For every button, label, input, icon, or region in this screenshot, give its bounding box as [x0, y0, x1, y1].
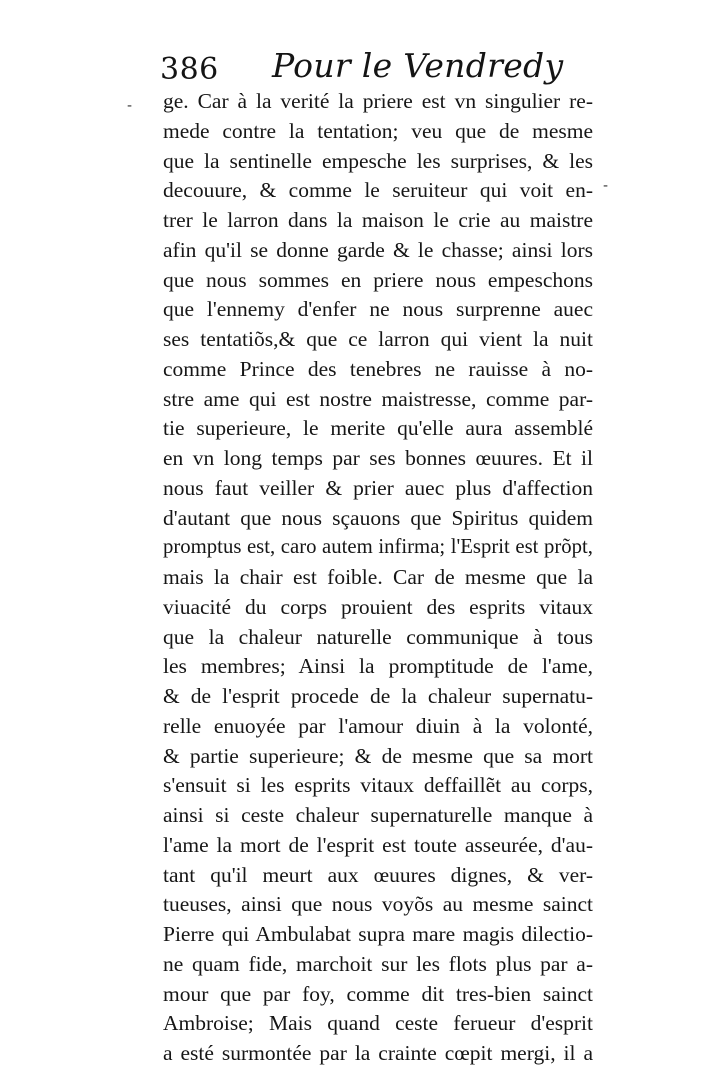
- text-line: ses tentatiõs,& que ce larron qui vient la nuit: [163, 327, 593, 351]
- text-line: en vn long temps par ses bonnes œuures. Et il: [163, 446, 593, 470]
- text-line: d'autant que nous sçauons que Spiritus quidem: [163, 505, 593, 530]
- text-line: l'ame la mort de l'esprit est toute asseurée, d'au-: [163, 832, 593, 857]
- text-line: ainsi si ceste chaleur supernaturelle manque à: [163, 803, 593, 827]
- running-title: Pour le Vendredy: [272, 46, 564, 85]
- text-line: & de l'esprit procede de la chaleur supernatu-: [163, 684, 593, 708]
- text-line: viuacité du corps prouient des esprits vitaux: [163, 594, 593, 619]
- text-line: tueuses, ainsi que nous voyõs au mesme sainct: [163, 892, 593, 917]
- text-line: s'ensuit si les esprits vitaux deffaillẽt au corps,: [163, 773, 593, 798]
- text-line: mais la chair est foible. Car de mesme que la: [163, 565, 593, 589]
- text-line: & partie superieure; & de mesme que sa mort: [163, 743, 593, 768]
- text-line: afin qu'il se donne garde & le chasse; ainsi lors: [163, 237, 593, 262]
- text-line: trer le larron dans la maison le crie au maistre: [163, 208, 593, 232]
- text-line: decouure, & comme le seruiteur qui voit en-: [163, 178, 593, 203]
- text-line: promptus est, caro autem infirma; l'Esprit est prõpt,: [163, 536, 593, 559]
- text-line: que l'ennemy d'enfer ne nous surprenne auec: [163, 297, 593, 322]
- text-line: mede contre la tentation; veu que de mesme: [163, 118, 593, 143]
- page-number: 386: [160, 52, 219, 87]
- text-line: que nous sommes en priere nous empeschons: [163, 267, 593, 292]
- text-line: a esté surmontée par la crainte cœpit mergi, il a: [163, 1041, 593, 1065]
- text-line: ne quam fide, marchoit sur les flots plus par a-: [163, 951, 593, 976]
- text-line: relle enuoyée par l'amour diuin à la volonté,: [163, 713, 593, 738]
- text-line: que la chaleur naturelle communique à tous: [163, 624, 593, 649]
- text-line: tant qu'il meurt aux œuures dignes, & ver-: [163, 862, 593, 887]
- text-line: nous faut veiller & prier auec plus d'affection: [163, 475, 593, 500]
- text-line: comme Prince des tenebres ne rauisse à no-: [163, 356, 593, 381]
- text-line: Ambroise; Mais quand ceste ferueur d'esprit: [163, 1011, 593, 1036]
- text-line: mour que par foy, comme dit tres-bien sainct: [163, 981, 593, 1006]
- text-line: tie superieure, le merite qu'elle aura assemblé: [163, 416, 593, 441]
- margin-mark: -: [603, 178, 609, 194]
- text-line: Pierre qui Ambulabat supra mare magis dilectio-: [163, 922, 593, 946]
- text-line: que la sentinelle empesche les surprises, & les: [163, 148, 593, 173]
- text-line: les membres; Ainsi la promptitude de l'ame,: [163, 654, 593, 679]
- text-line: stre ame qui est nostre maistresse, comme par-: [163, 386, 593, 411]
- text-line: ge. Car à la verité la priere est vn singulier re-: [163, 89, 593, 113]
- margin-mark: -: [127, 98, 133, 114]
- body-text: [163, 87, 593, 1069]
